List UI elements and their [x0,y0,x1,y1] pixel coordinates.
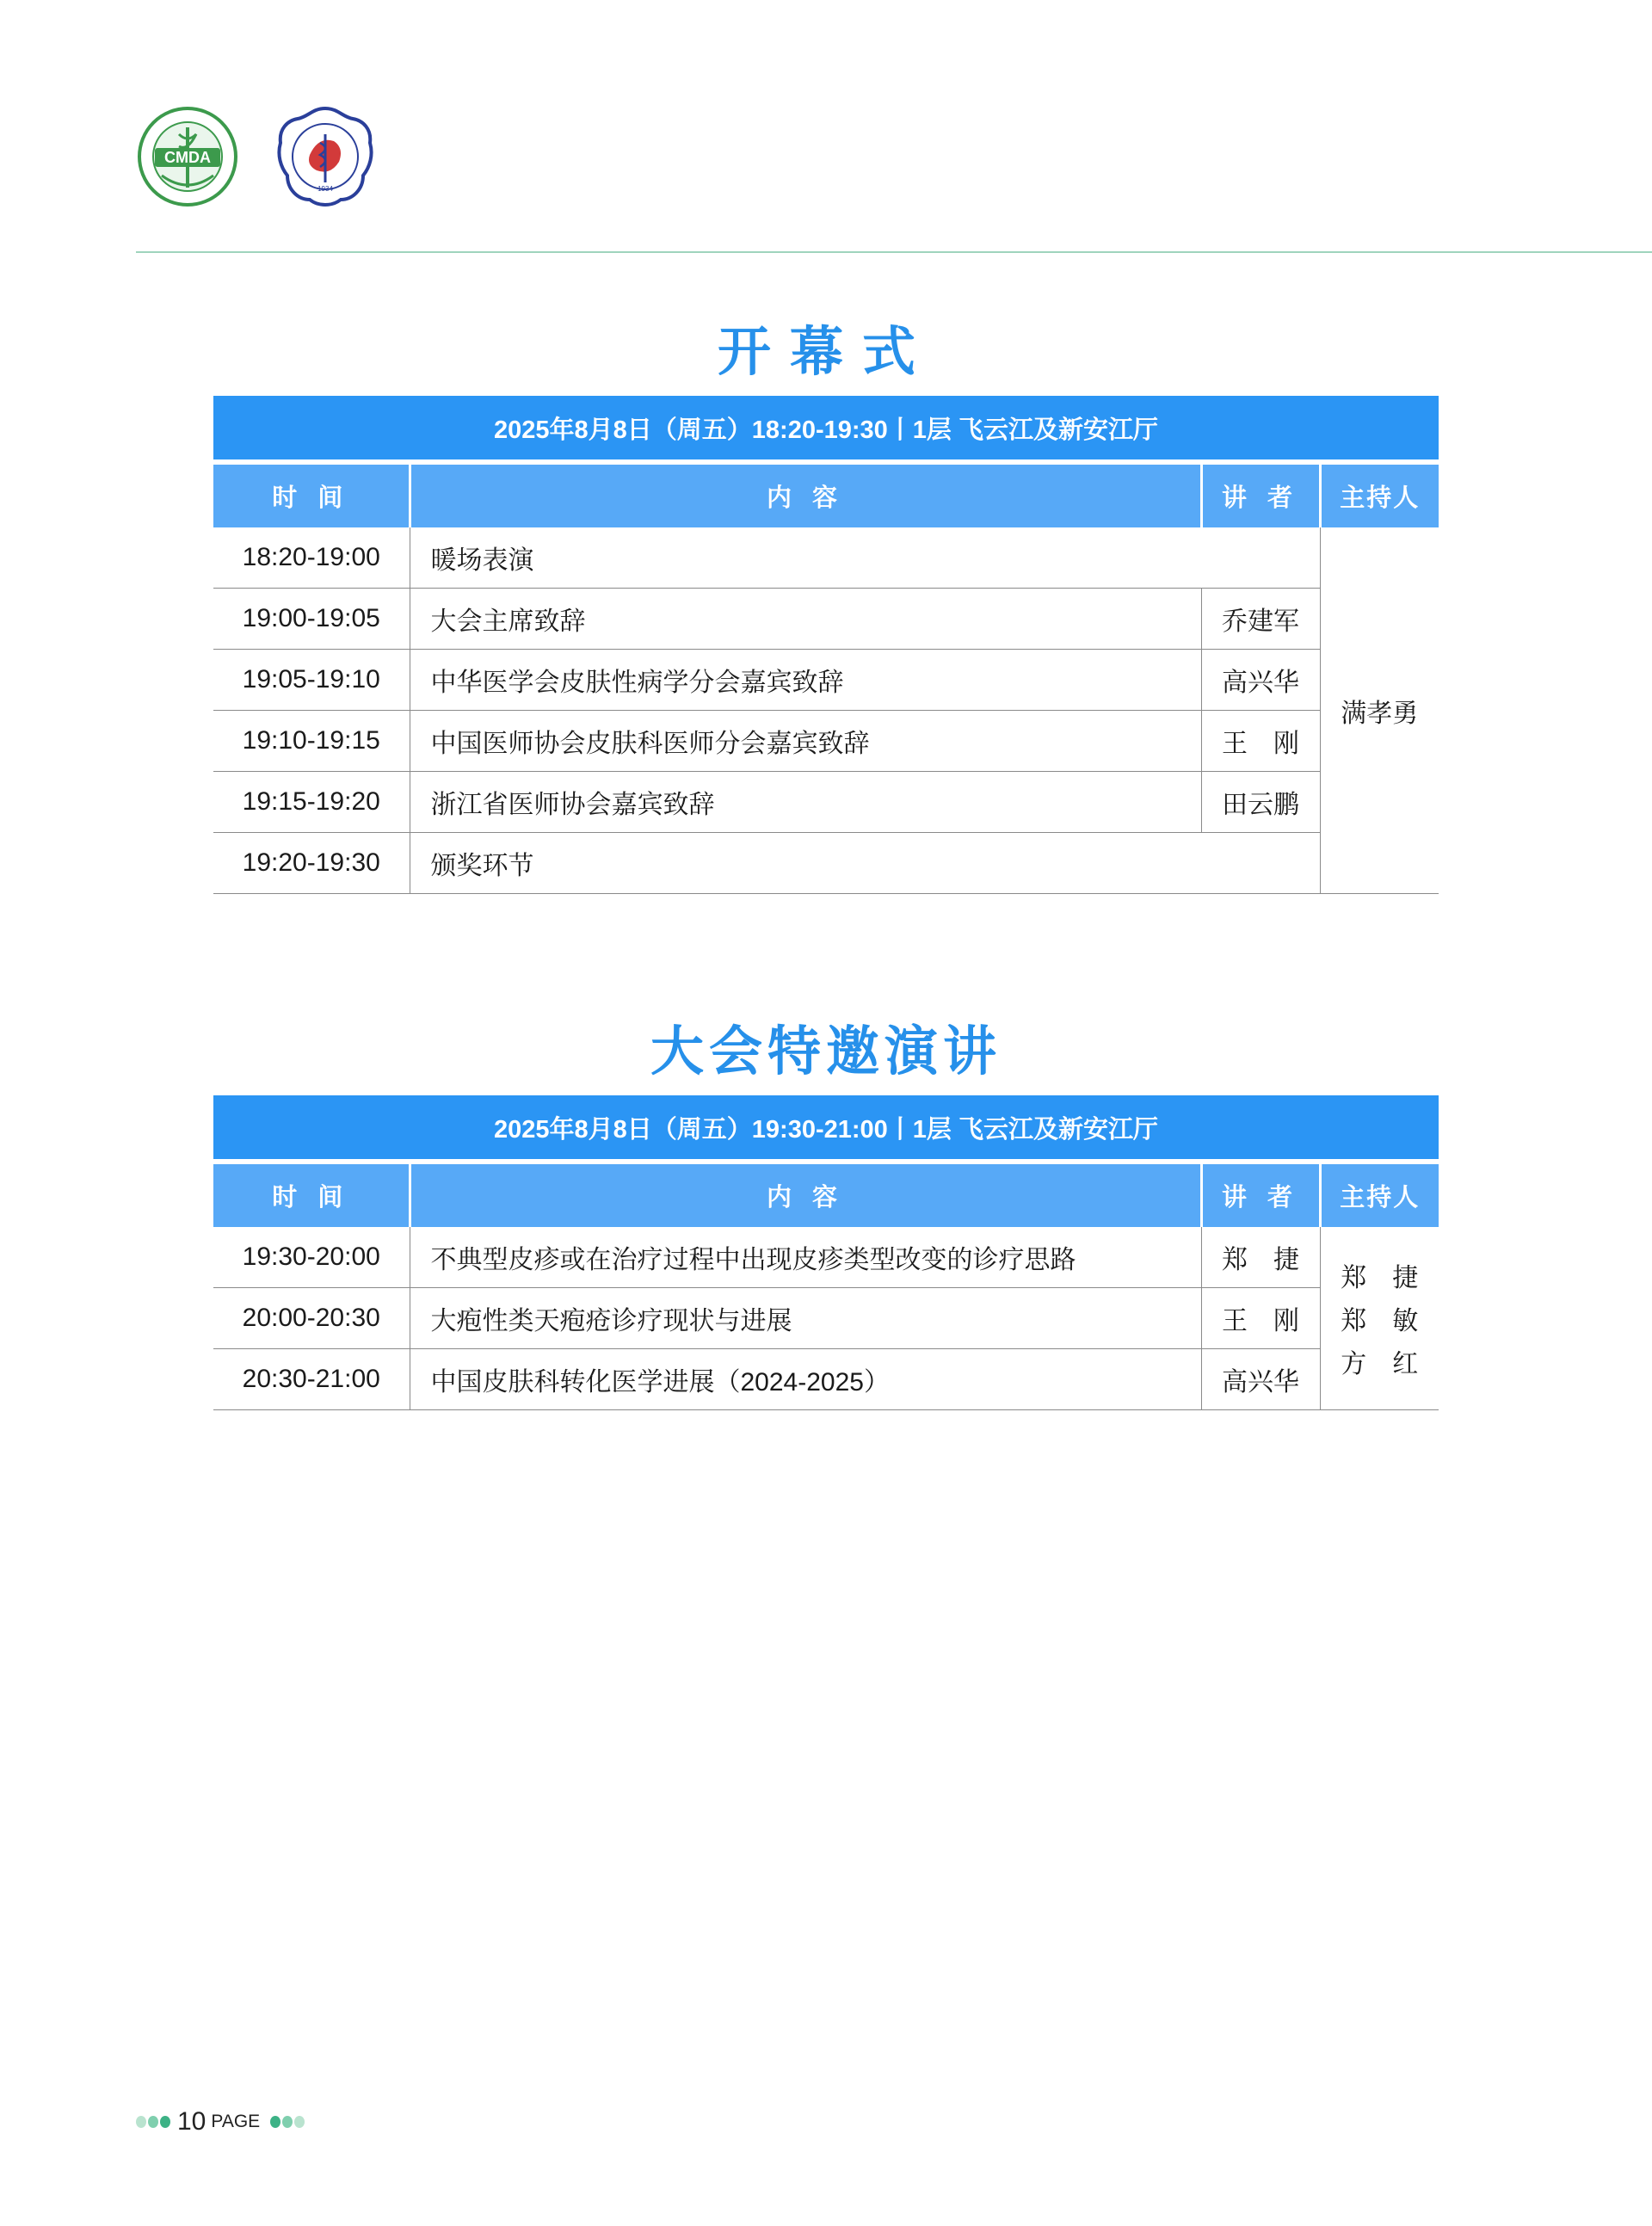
header-divider [136,251,1652,253]
row-time: 19:30-20:00 [213,1227,410,1288]
column-header-host: 主持人 [1320,1162,1439,1227]
row-content: 颁奖环节 [410,833,1320,894]
decor-dot-icon [136,2116,146,2128]
row-speaker: 王 刚 [1201,711,1320,772]
table-row [213,589,1439,650]
page-label: PAGE [211,2112,261,2131]
column-header-speaker: 讲 者 [1201,1162,1320,1227]
section-title: 开幕式 [717,323,934,382]
row-content: 浙江省医师协会嘉宾致辞 [410,772,1201,833]
schedule-table [213,1095,1439,1410]
table-row [213,650,1439,711]
row-speaker: 王 刚 [1201,1288,1320,1349]
row-content: 不典型皮疹或在治疗过程中出现皮疹类型改变的诊疗思路 [410,1227,1201,1288]
schedule-table [213,396,1439,894]
row-content: 中华医学会皮肤性病学分会嘉宾致辞 [410,650,1201,711]
row-time: 19:20-19:30 [213,833,410,894]
host-name: 郑 捷 [1341,1264,1419,1292]
row-time: 19:15-19:20 [213,772,410,833]
row-time: 20:30-21:00 [213,1349,410,1410]
row-content: 大会主席致辞 [410,589,1201,650]
session-banner: 2025年8月8日（周五）19:30-21:00丨1层 飞云江及新安江厅 [213,1095,1439,1162]
host-name: 郑 敏 [1341,1307,1419,1335]
row-speaker: 乔建军 [1201,589,1320,650]
cmda-logo-text: CMDA [164,149,211,166]
table-row [213,527,1439,589]
row-speaker: 田云鹏 [1201,772,1320,833]
column-header-host: 主持人 [1320,462,1439,527]
zma-year: 1934 [317,185,333,193]
section-title: 大会特邀演讲 [650,1022,1002,1082]
page-footer [136,2105,305,2139]
row-time: 19:05-19:10 [213,650,410,711]
decor-dot-icon [282,2116,293,2128]
footer-dots-left [136,2116,170,2128]
row-time: 19:00-19:05 [213,589,410,650]
row-time: 18:20-19:00 [213,527,410,589]
table-row [213,833,1439,894]
session-banner: 2025年8月8日（周五）18:20-19:30丨1层 飞云江及新安江厅 [213,396,1439,462]
table-row [213,1349,1439,1410]
footer-dots-right [270,2116,305,2128]
opening-ceremony-section [213,310,1439,894]
column-header-speaker: 讲 者 [1201,462,1320,527]
zhejiang-medical-association-logo [274,105,377,208]
table-row [213,1288,1439,1349]
row-time: 19:10-19:15 [213,711,410,772]
keynote-section [213,1009,1439,1410]
row-speaker: 高兴华 [1201,650,1320,711]
cmda-logo [136,105,239,208]
table-row [213,1227,1439,1288]
column-header-time: 时 间 [213,1162,410,1227]
decor-dot-icon [294,2116,305,2128]
column-header-content: 内 容 [410,462,1201,527]
table-row [213,711,1439,772]
table-row [213,772,1439,833]
host-cell: 满孝勇 [1320,527,1439,894]
row-content: 暖场表演 [410,527,1320,589]
page-number: 10 [177,2107,206,2136]
row-content: 中国皮肤科转化医学进展（2024-2025） [410,1349,1201,1410]
row-content: 中国医师协会皮肤科医师分会嘉宾致辞 [410,711,1201,772]
row-speaker: 高兴华 [1201,1349,1320,1410]
row-time: 20:00-20:30 [213,1288,410,1349]
decor-dot-icon [160,2116,170,2128]
decor-dot-icon [148,2116,158,2128]
row-content: 大疱性类天疱疮诊疗现状与进展 [410,1288,1201,1349]
host-name: 方 红 [1341,1350,1419,1378]
host-cell [1320,1227,1439,1410]
decor-dot-icon [270,2116,280,2128]
row-speaker: 郑 捷 [1201,1227,1320,1288]
column-header-time: 时 间 [213,462,410,527]
column-header-content: 内 容 [410,1162,1201,1227]
